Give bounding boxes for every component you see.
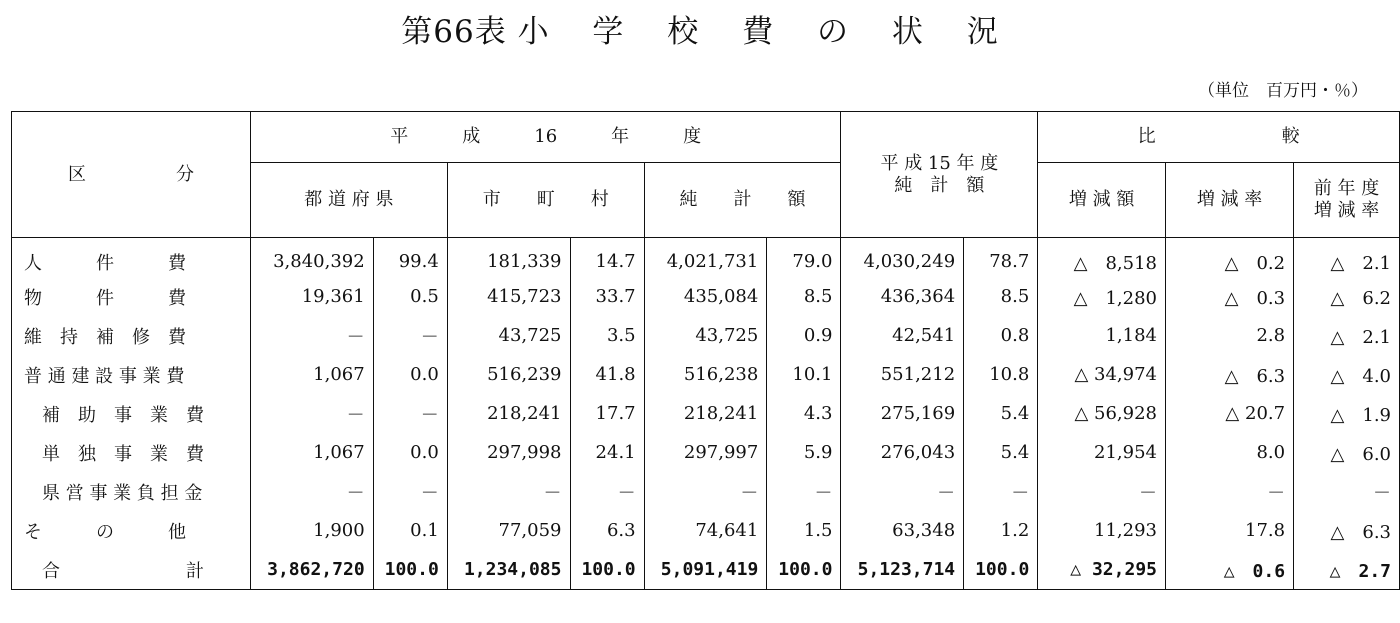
table-cell: 17.7 xyxy=(570,394,644,433)
header-junkeigaku: 純 計 額 xyxy=(644,163,841,238)
header-zennendo-line1: 前 年 度 xyxy=(1313,178,1380,199)
table-cell: 516,238 xyxy=(644,355,767,394)
table-cell: 63,348 xyxy=(841,511,964,550)
table-cell: △ 6.2 xyxy=(1294,277,1400,316)
table-cell: 1,234,085 xyxy=(447,550,570,590)
table-cell: 0.5 xyxy=(373,277,447,316)
table-cell: － xyxy=(447,472,570,511)
row-label: そ の 他 xyxy=(24,521,186,543)
table-row xyxy=(12,277,1400,316)
table-cell: 10.8 xyxy=(964,355,1038,394)
table-cell: 0.9 xyxy=(767,316,841,355)
header-shichoson: 市 町 村 xyxy=(447,163,644,238)
table-cell: △ 1.9 xyxy=(1294,394,1400,433)
table-cell: △ 2.7 xyxy=(1294,550,1400,590)
table-cell: － xyxy=(570,472,644,511)
table-cell: 17.8 xyxy=(1166,511,1294,550)
table-cell: 1,067 xyxy=(250,355,373,394)
table-cell: － xyxy=(250,316,373,355)
table-cell: △ 6.0 xyxy=(1294,433,1400,472)
table-cell: 8.5 xyxy=(964,277,1038,316)
header-h15-line1: 平 成 15 年 度 xyxy=(880,152,999,174)
table-cell: － xyxy=(250,472,373,511)
table-cell: 1.5 xyxy=(767,511,841,550)
table-cell: △ 0.2 xyxy=(1166,238,1294,278)
table-cell: 297,997 xyxy=(644,433,767,472)
table-cell: 435,084 xyxy=(644,277,767,316)
table-cell: 100.0 xyxy=(767,550,841,590)
table-cell: 4,021,731 xyxy=(644,238,767,278)
unit-note: （単位 百万円・％） xyxy=(1198,81,1368,101)
row-label: 補 助 事 業 費 xyxy=(24,404,204,426)
table-cell: 436,364 xyxy=(841,277,964,316)
table-cell: 1,900 xyxy=(250,511,373,550)
table-cell: 2.8 xyxy=(1166,316,1294,355)
table-cell: 78.7 xyxy=(964,238,1038,278)
table-cell: 1.2 xyxy=(964,511,1038,550)
header-h15 xyxy=(841,112,1038,238)
table-cell: 275,169 xyxy=(841,394,964,433)
table-cell: 276,043 xyxy=(841,433,964,472)
table-cell: 3.5 xyxy=(570,316,644,355)
table-cell: △ 56,928 xyxy=(1038,394,1166,433)
table-cell: △ 20.7 xyxy=(1166,394,1294,433)
table-row xyxy=(12,511,1400,550)
table-cell: 5,123,714 xyxy=(841,550,964,590)
table-cell: △ 34,974 xyxy=(1038,355,1166,394)
table-cell: 42,541 xyxy=(841,316,964,355)
header-zogenritsu: 増 減 率 xyxy=(1166,163,1294,238)
row-label: 普 通 建 設 事 業 費 xyxy=(24,365,185,387)
table-cell: 218,241 xyxy=(644,394,767,433)
table-cell: 0.0 xyxy=(373,433,447,472)
header-todofuken: 都 道 府 県 xyxy=(250,163,447,238)
table-cell: 5.4 xyxy=(964,394,1038,433)
table-cell: 99.4 xyxy=(373,238,447,278)
table-row xyxy=(12,433,1400,472)
table-cell: 19,361 xyxy=(250,277,373,316)
table-cell: 14.7 xyxy=(570,238,644,278)
table-row xyxy=(12,550,1400,590)
row-label: 維 持 補 修 費 xyxy=(24,326,186,348)
table-cell: 297,998 xyxy=(447,433,570,472)
table-row xyxy=(12,355,1400,394)
table-cell: 0.0 xyxy=(373,355,447,394)
table-cell: 77,059 xyxy=(447,511,570,550)
row-label: 合 計 xyxy=(24,560,204,582)
table-cell: △ 1,280 xyxy=(1038,277,1166,316)
table-cell: 415,723 xyxy=(447,277,570,316)
table-cell: 100.0 xyxy=(964,550,1038,590)
table-cell: 0.1 xyxy=(373,511,447,550)
row-label: 人 件 費 xyxy=(24,252,186,274)
table-cell: － xyxy=(1038,472,1166,511)
table-cell: 1,184 xyxy=(1038,316,1166,355)
table-cell: 181,339 xyxy=(447,238,570,278)
table-cell: △ 0.3 xyxy=(1166,277,1294,316)
table-cell: 1,067 xyxy=(250,433,373,472)
header-hikaku: 比 較 xyxy=(1038,112,1400,163)
table-cell: 5,091,419 xyxy=(644,550,767,590)
table-row xyxy=(12,238,1400,278)
table-cell: △ 4.0 xyxy=(1294,355,1400,394)
table-cell: 0.8 xyxy=(964,316,1038,355)
header-h15-line2: 純 計 額 xyxy=(894,174,985,196)
table-cell: 100.0 xyxy=(373,550,447,590)
row-label: 物 件 費 xyxy=(24,287,186,309)
table-cell: － xyxy=(373,316,447,355)
table-cell: 4,030,249 xyxy=(841,238,964,278)
table-cell: △ 32,295 xyxy=(1038,550,1166,590)
table-cell: － xyxy=(373,472,447,511)
table-cell: － xyxy=(250,394,373,433)
table-cell: － xyxy=(1166,472,1294,511)
table-cell: 218,241 xyxy=(447,394,570,433)
table-cell: △ 0.6 xyxy=(1166,550,1294,590)
table-cell: 21,954 xyxy=(1038,433,1166,472)
row-label: 県 営 事 業 負 担 金 xyxy=(24,482,203,504)
header-zennendo-line2: 増 減 率 xyxy=(1313,200,1380,221)
header-kubun: 区 分 xyxy=(12,112,251,238)
table-cell: 79.0 xyxy=(767,238,841,278)
table-cell: 43,725 xyxy=(644,316,767,355)
table-cell: 3,862,720 xyxy=(250,550,373,590)
table-cell: － xyxy=(841,472,964,511)
header-zogengaku: 増 減 額 xyxy=(1038,163,1166,238)
table-cell: － xyxy=(964,472,1038,511)
table-body xyxy=(12,238,1400,590)
header-h16: 平 成 16 年 度 xyxy=(250,112,840,163)
table-cell: △ 8,518 xyxy=(1038,238,1166,278)
table-cell: △ 6.3 xyxy=(1166,355,1294,394)
table-cell: 24.1 xyxy=(570,433,644,472)
table-cell: 41.8 xyxy=(570,355,644,394)
table-cell: 100.0 xyxy=(570,550,644,590)
table-row xyxy=(12,394,1400,433)
table-cell: － xyxy=(373,394,447,433)
table-cell: － xyxy=(1294,472,1400,511)
table-cell: 33.7 xyxy=(570,277,644,316)
table-cell: 10.1 xyxy=(767,355,841,394)
table-cell: 5.9 xyxy=(767,433,841,472)
table-cell: 3,840,392 xyxy=(250,238,373,278)
table-cell: △ 6.3 xyxy=(1294,511,1400,550)
table-cell: 43,725 xyxy=(447,316,570,355)
table-cell: 4.3 xyxy=(767,394,841,433)
table-cell: 11,293 xyxy=(1038,511,1166,550)
header-zennendo xyxy=(1294,163,1400,238)
table-row xyxy=(12,316,1400,355)
table-title: 第66表 小 学 校 費 の 状 況 xyxy=(401,14,999,50)
table-cell: 6.3 xyxy=(570,511,644,550)
table-cell: 5.4 xyxy=(964,433,1038,472)
table-cell: － xyxy=(767,472,841,511)
table-cell: 8.5 xyxy=(767,277,841,316)
expense-table xyxy=(11,111,1400,590)
row-label: 単 独 事 業 費 xyxy=(24,443,204,465)
table-cell: － xyxy=(644,472,767,511)
table-cell: △ 2.1 xyxy=(1294,316,1400,355)
table-cell: 8.0 xyxy=(1166,433,1294,472)
table-cell: 551,212 xyxy=(841,355,964,394)
table-cell: △ 2.1 xyxy=(1294,238,1400,278)
table-row xyxy=(12,472,1400,511)
table-cell: 74,641 xyxy=(644,511,767,550)
table-cell: 516,239 xyxy=(447,355,570,394)
